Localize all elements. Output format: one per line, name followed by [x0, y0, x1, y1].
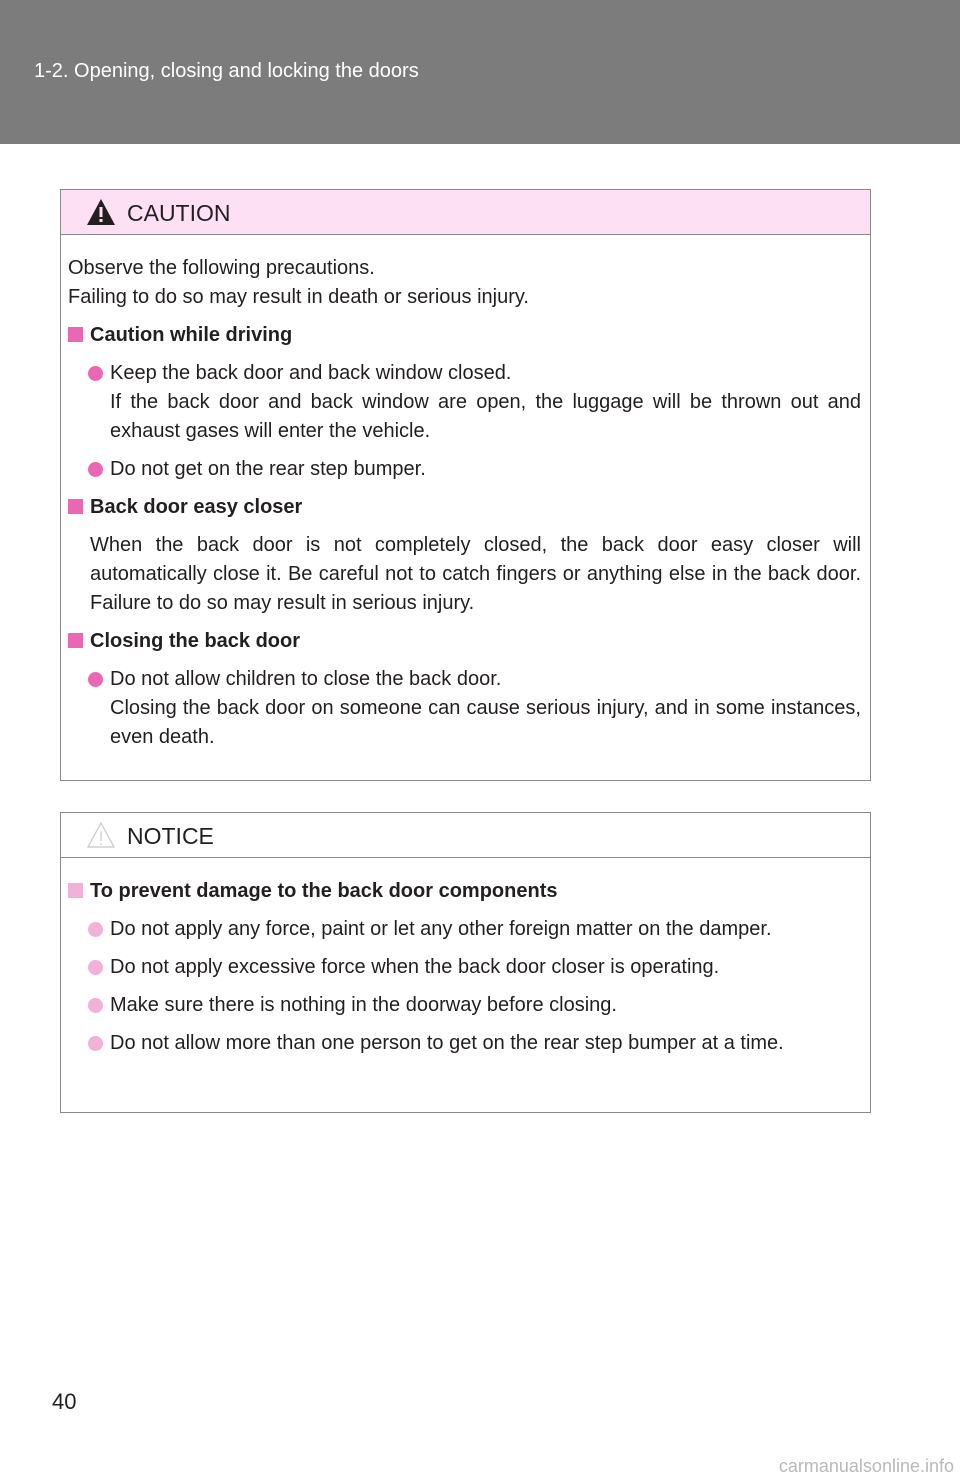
round-bullet-icon [88, 366, 103, 381]
bullet-main: Keep the back door and back window closed. [110, 362, 512, 384]
caution-body [68, 254, 861, 761]
header-title: 1-2. Opening, closing and locking the doors [34, 60, 419, 82]
notice-header [61, 813, 870, 858]
list-item [68, 1029, 861, 1058]
bullet-main: Do not get on the rear step bumper. [110, 458, 426, 480]
section-heading [68, 627, 861, 656]
section-heading [68, 877, 861, 906]
round-bullet-icon [88, 1036, 103, 1051]
round-bullet-icon [88, 462, 103, 477]
section-title: Back door easy closer [90, 496, 303, 518]
warning-triangle-filled-icon [85, 197, 117, 227]
bullet-text: Do not apply excessive force when the back door closer is operating. [110, 956, 720, 978]
watermark: carmanualsonline.info [778, 1456, 954, 1476]
bullet-text: Do not allow more than one person to get on the rear step bumper at a time. [110, 1032, 784, 1054]
page-number: 40 [52, 1389, 77, 1414]
list-item [68, 665, 861, 752]
section-heading [68, 321, 861, 350]
square-bullet-icon [68, 499, 83, 514]
bullet-detail: If the back door and back window are open, the luggage will be thrown out and exhaust gases will enter the vehicle. [110, 391, 861, 442]
list-item [68, 455, 861, 484]
notice-label: NOTICE [127, 823, 214, 849]
round-bullet-icon [88, 960, 103, 975]
section-paragraph: When the back door is not completely closed, the back door easy closer will automatically close it. Be careful not to catch fingers or anything else in the back door. Failure to do so may result in serious injury. [90, 534, 861, 614]
caution-intro [68, 254, 861, 312]
intro-line: Observe the following precautions. [68, 257, 375, 279]
caution-header [61, 190, 870, 235]
round-bullet-icon [88, 998, 103, 1013]
bullet-text: Do not apply any force, paint or let any other foreign matter on the damper. [110, 918, 772, 940]
square-bullet-icon [68, 327, 83, 342]
page-header [0, 0, 960, 144]
notice-body [68, 877, 861, 1067]
warning-triangle-outline-icon [85, 820, 117, 850]
caution-label: CAUTION [127, 200, 231, 226]
bullet-main: Do not allow children to close the back door. [110, 668, 502, 690]
round-bullet-icon [88, 672, 103, 687]
notice-box [60, 812, 871, 1113]
list-item [68, 915, 861, 944]
intro-line: Failing to do so may result in death or serious injury. [68, 286, 529, 308]
square-bullet-icon [68, 633, 83, 648]
section-title: Closing the back door [90, 630, 301, 652]
list-item [68, 953, 861, 982]
section-title: Caution while driving [90, 324, 293, 346]
square-bullet-icon [68, 883, 83, 898]
section-title: To prevent damage to the back door components [90, 880, 558, 902]
bullet-detail: Closing the back door on someone can cause serious injury, and in some instances, even death. [110, 697, 861, 748]
round-bullet-icon [88, 922, 103, 937]
list-item [68, 991, 861, 1020]
list-item [68, 359, 861, 446]
bullet-text: Make sure there is nothing in the doorway before closing. [110, 994, 617, 1016]
section-heading [68, 493, 861, 522]
caution-box [60, 189, 871, 781]
